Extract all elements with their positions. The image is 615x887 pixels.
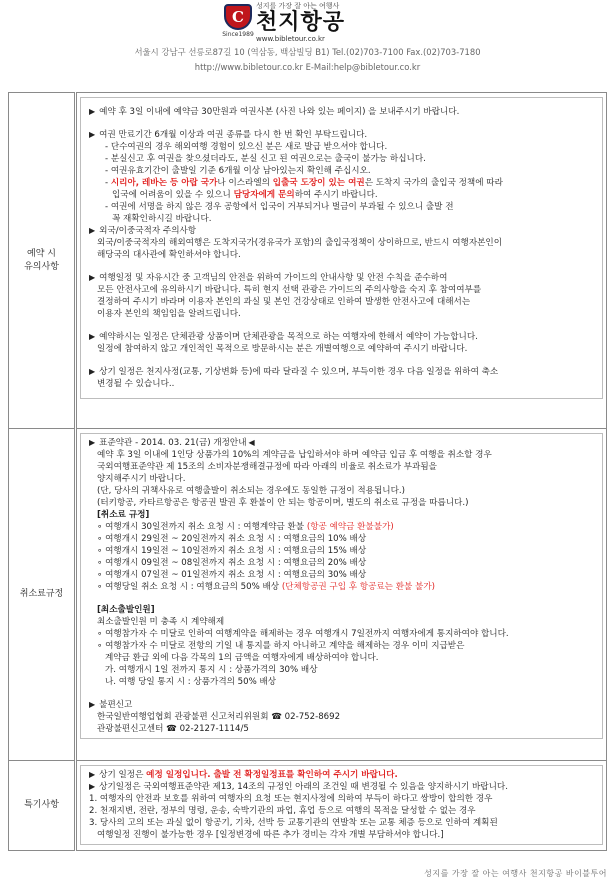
booking-line: ▶ 예약 후 3일 이내에 예약금 30만원과 여권사본 (사진 나와 있는 페이지) 을 보내주시기 바랍니다. [89,107,460,117]
bullet-triangle-icon: ▶ [89,367,96,376]
cancel-line: ▶ 불편신고 [89,700,133,710]
company-address: 서울시 강남구 선릉로87길 10 (역삼동, 백삼빌딩 B1) Tel.(02)703-7100 Fax.(02)703-7180 [134,47,481,57]
dot-icon: ∘ [97,570,106,580]
cancel-line: ∘ 여행개시 30일전까지 취소 요청 시 : 여행계약금 환불 (항공 예약금 환불불가) [97,522,394,532]
special-row [9,761,607,851]
cancel-label: 취소료규정 [9,429,76,761]
booking-frame [80,97,603,399]
brand-name: 천지항공 [256,10,346,35]
cancel-line: 국외여행표준약관 제 15조의 소비자분쟁해결규정에 따라 아래의 비율로 취소료가 부과됨을 [97,462,437,472]
booking-line: 결정하여 주시기 바라며 이용자 본인의 과실 및 본인 건강상태로 인하여 발생한 안전사고에 대해서는 [97,297,471,307]
company-emblem [224,4,252,40]
booking-line: ▶ 상기 일정은 천지사정(교통, 기상변화 등)에 따라 달라질 수 있으며, 부득이한 경우 다음 일정을 위하여 축소 [89,367,499,377]
special-line: 여행일정 진행이 불가능한 경우 [일정변경에 따른 추가 경비는 각자 개별 부담하셔야 합니다.] [97,830,444,840]
cancel-line: ∘ 여행참가자 수 미달로 인하여 여행계약을 해제하는 경우 여행개시 7일전까지 여행자에게 통지하여야 합니다. [97,629,509,639]
cancel-subheading: [취소료 규정] [97,510,150,520]
booking-label-line1: 예약 시 [27,248,56,259]
special-line: 1. 여행자의 안전과 보호를 위하여 여행자의 요청 또는 현지사정에 의하여 부득이 하다고 쌍방이 합의한 경우 [89,794,493,804]
cancel-line: ∘ 여행개시 07일전 ~ 01일전까지 취소 요청 시 : 여행요금의 30% 배상 [97,570,367,580]
cancel-line: 가. 여행개시 1일 전까지 통지 시 : 상품가격의 30% 배상 [105,665,318,675]
cancel-line: 한국일반여행업협회 관광불편 신고처리위원회 ☎ 02-752-8692 [97,712,341,722]
booking-line: 꼭 재확인하시길 바랍니다. [112,214,212,224]
cancel-line: 예약 후 3일 이내에 1인당 상품가의 10%의 계약금을 납입하셔야 하며 예약금 입금 후 여행을 취소할 경우 [97,450,492,460]
booking-line: 해당국의 대사관에 확인하셔야 합니다. [97,250,241,260]
dot-icon: ∘ [97,522,106,532]
booking-line: - 시리아, 레바논 등 아랍 국가나 이스라엘의 입출국 도장이 있는 여권은 도착지 국가의 출입국 정책에 따라 [105,178,503,188]
special-frame [80,765,603,845]
special-line: 2. 천재지변, 전란, 정부의 명령, 운송, 숙박기관의 파업, 휴업 등으로 여행의 목적을 달성할 수 없는 경우 [89,806,476,816]
cancel-line: 최소출발인원 미 충족 시 계약해제 [97,617,225,627]
booking-line: ▶ 외국/이중국적자 주의사항 [89,226,197,236]
shield-icon [224,4,252,30]
special-label: 특기사항 [9,761,76,851]
bullet-triangle-icon: ▶ [89,782,96,791]
special-content [76,761,607,851]
booking-line: 이용자 본인의 책임임을 알려드립니다. [97,309,241,319]
cancel-line: 양지해주시기 바랍니다. [97,474,186,484]
bullet-triangle-icon: ▶ [89,107,96,116]
bullet-triangle-icon: ▶ [89,438,96,447]
brand-block [256,2,345,44]
booking-line: - 여권에 서명을 하지 않은 경우 공항에서 입국이 거부되거나 벌금이 부과될 수 있으니 출발 전 [105,202,454,212]
special-line: ▶ 상기일정은 국외여행표준약관 제13, 14조의 규정인 아래의 조건일 때 변경될 수 있음을 양지하시기 바랍니다. [89,782,508,792]
brand-tagline: 성지를 가장 잘 아는 여행사 [256,2,340,10]
emblem-letter: C [232,8,244,26]
booking-line: - 단수여권의 경우 해외여행 경험이 있으신 분은 새로 발급 받으셔야 합니다. [105,142,388,152]
dot-icon: ∘ [97,582,106,592]
booking-line: ▶ 여행일정 및 자유시간 중 고객님의 안전을 위하여 가이드의 안내사항 및 안전 수칙을 준수하여 [89,273,448,283]
booking-line: - 여권유효기간이 출발일 기준 6개월 이상 남아있는지 확인해 주십시오. [105,166,371,176]
cancel-line: (터키항공, 카타르항공은 항공권 발권 후 환불이 안 되는 항공이며, 별도의 취소료 규정을 따릅니다.) [97,498,469,508]
cancel-row [9,429,607,761]
dot-icon: ∘ [97,558,106,568]
booking-line: 변경될 수 있습니다.. [97,379,175,389]
cancel-line: ∘ 여행개시 29일전 ~ 20일전까지 취소 요청 시 : 여행요금의 10% 배상 [97,534,367,544]
bullet-triangle-icon: ▶ [89,770,96,779]
booking-line: ▶ 예약하시는 일정은 단체관광 상품이며 단체관광을 목적으로 하는 여행자에 한해서 예약이 가능합니다. [89,332,478,342]
cancel-line: ∘ 여행개시 19일전 ~ 10일전까지 취소 요청 시 : 여행요금의 15% 배상 [97,546,367,556]
bullet-triangle-icon: ▶ [89,130,96,139]
dot-icon: ∘ [97,546,106,556]
booking-content [76,93,607,429]
cancel-line: ▶ 표준약관 - 2014. 03. 21(금) 개정안내 ◀ [89,438,255,448]
cancel-subheading: [최소출발인원] [97,605,155,615]
booking-label [9,93,76,429]
booking-line: 입국에 어려움이 있을 수 있으니 담당자에게 문의하여 주시기 바랍니다. [112,190,378,200]
bullet-triangle-icon: ▶ [89,226,96,235]
cancel-line: 계약금 환급 외에 다음 각목의 1의 금액을 여행자에게 배상하여야 합니다. [105,653,379,663]
cancel-line: 나. 여행 당일 통지 시 : 상품가격의 50% 배상 [105,677,277,687]
footer-signature: 성지를 가장 잘 아는 여행사 천지항공 바이블투어 [424,869,607,878]
cancel-line: (단, 당사의 귀책사유로 여행출발이 취소되는 경우에도 동일한 규정이 적용됩니다.) [97,486,405,496]
terms-table [8,92,607,851]
booking-line: ▶ 여권 만료기간 6개월 이상과 여권 종류를 다시 한 번 확인 부탁드립니다. [89,130,368,140]
brand-website: www.bibletour.co.kr [256,35,325,43]
cancel-content [76,429,607,761]
bullet-triangle-icon: ▶ [89,332,96,341]
dot-icon: ∘ [97,629,106,639]
letterhead [0,0,615,84]
cancel-frame [80,433,603,739]
bullet-triangle-icon: ▶ [89,273,96,282]
booking-line: 외국/이중국적자의 해외여행은 도착지국가(경유국가 포함)의 출입국정책이 상이하므로, 반드시 여행자본인이 [97,238,503,248]
logo-row [0,2,615,42]
cancel-line: ∘ 여행개시 09일전 ~ 08일전까지 취소 요청 시 : 여행요금의 20% 배상 [97,558,367,568]
company-links: http://www.bibletour.co.kr E-Mail:help@bibletour.co.kr [194,62,421,72]
dot-icon: ∘ [97,534,106,544]
emblem-since: Since1989 [222,31,254,38]
dot-icon: ∘ [97,641,106,651]
booking-line: - 분실신고 후 여권을 찾으셨더라도, 분실 신고 된 여권으로는 출국이 불가능 하십니다. [105,154,426,164]
special-line: ▶ 상기 일정은 예정 일정입니다. 출발 전 확정일정표를 확인하여 주시기 바랍니다. [89,770,398,780]
booking-line: 모든 안전사고에 유의하시기 바랍니다. 특히 현지 선택 관광은 가이드의 주의사항을 숙지 후 참여여부를 [97,285,482,295]
booking-row [9,93,607,429]
bullet-triangle-icon: ▶ [89,700,96,709]
cancel-line: ∘ 여행당일 취소 요청 시 : 여행요금의 50% 배상 (단체항공권 구입 후 항공료는 환불 불가) [97,582,436,592]
cancel-line: ∘ 여행참가자 수 미달로 전항의 기일 내 통지를 하지 아니하고 계약을 해제하는 경우 이미 지급받은 [97,641,465,651]
special-line: 3. 당사의 고의 또는 과실 없이 항공기, 기차, 선박 등 교통기관의 연발착 또는 교통 체증 등으로 인하여 계획된 [89,818,498,828]
booking-line: 일정에 참여하지 않고 개인적인 목적으로 방문하시는 분은 개별여행으로 예약하여 주시기 바랍니다. [97,344,468,354]
left-triangle-icon: ◀ [248,438,255,447]
booking-label-line2: 유의사항 [24,261,59,272]
cancel-line: 관광불편신고센터 ☎ 02-2127-1114/5 [97,724,249,734]
